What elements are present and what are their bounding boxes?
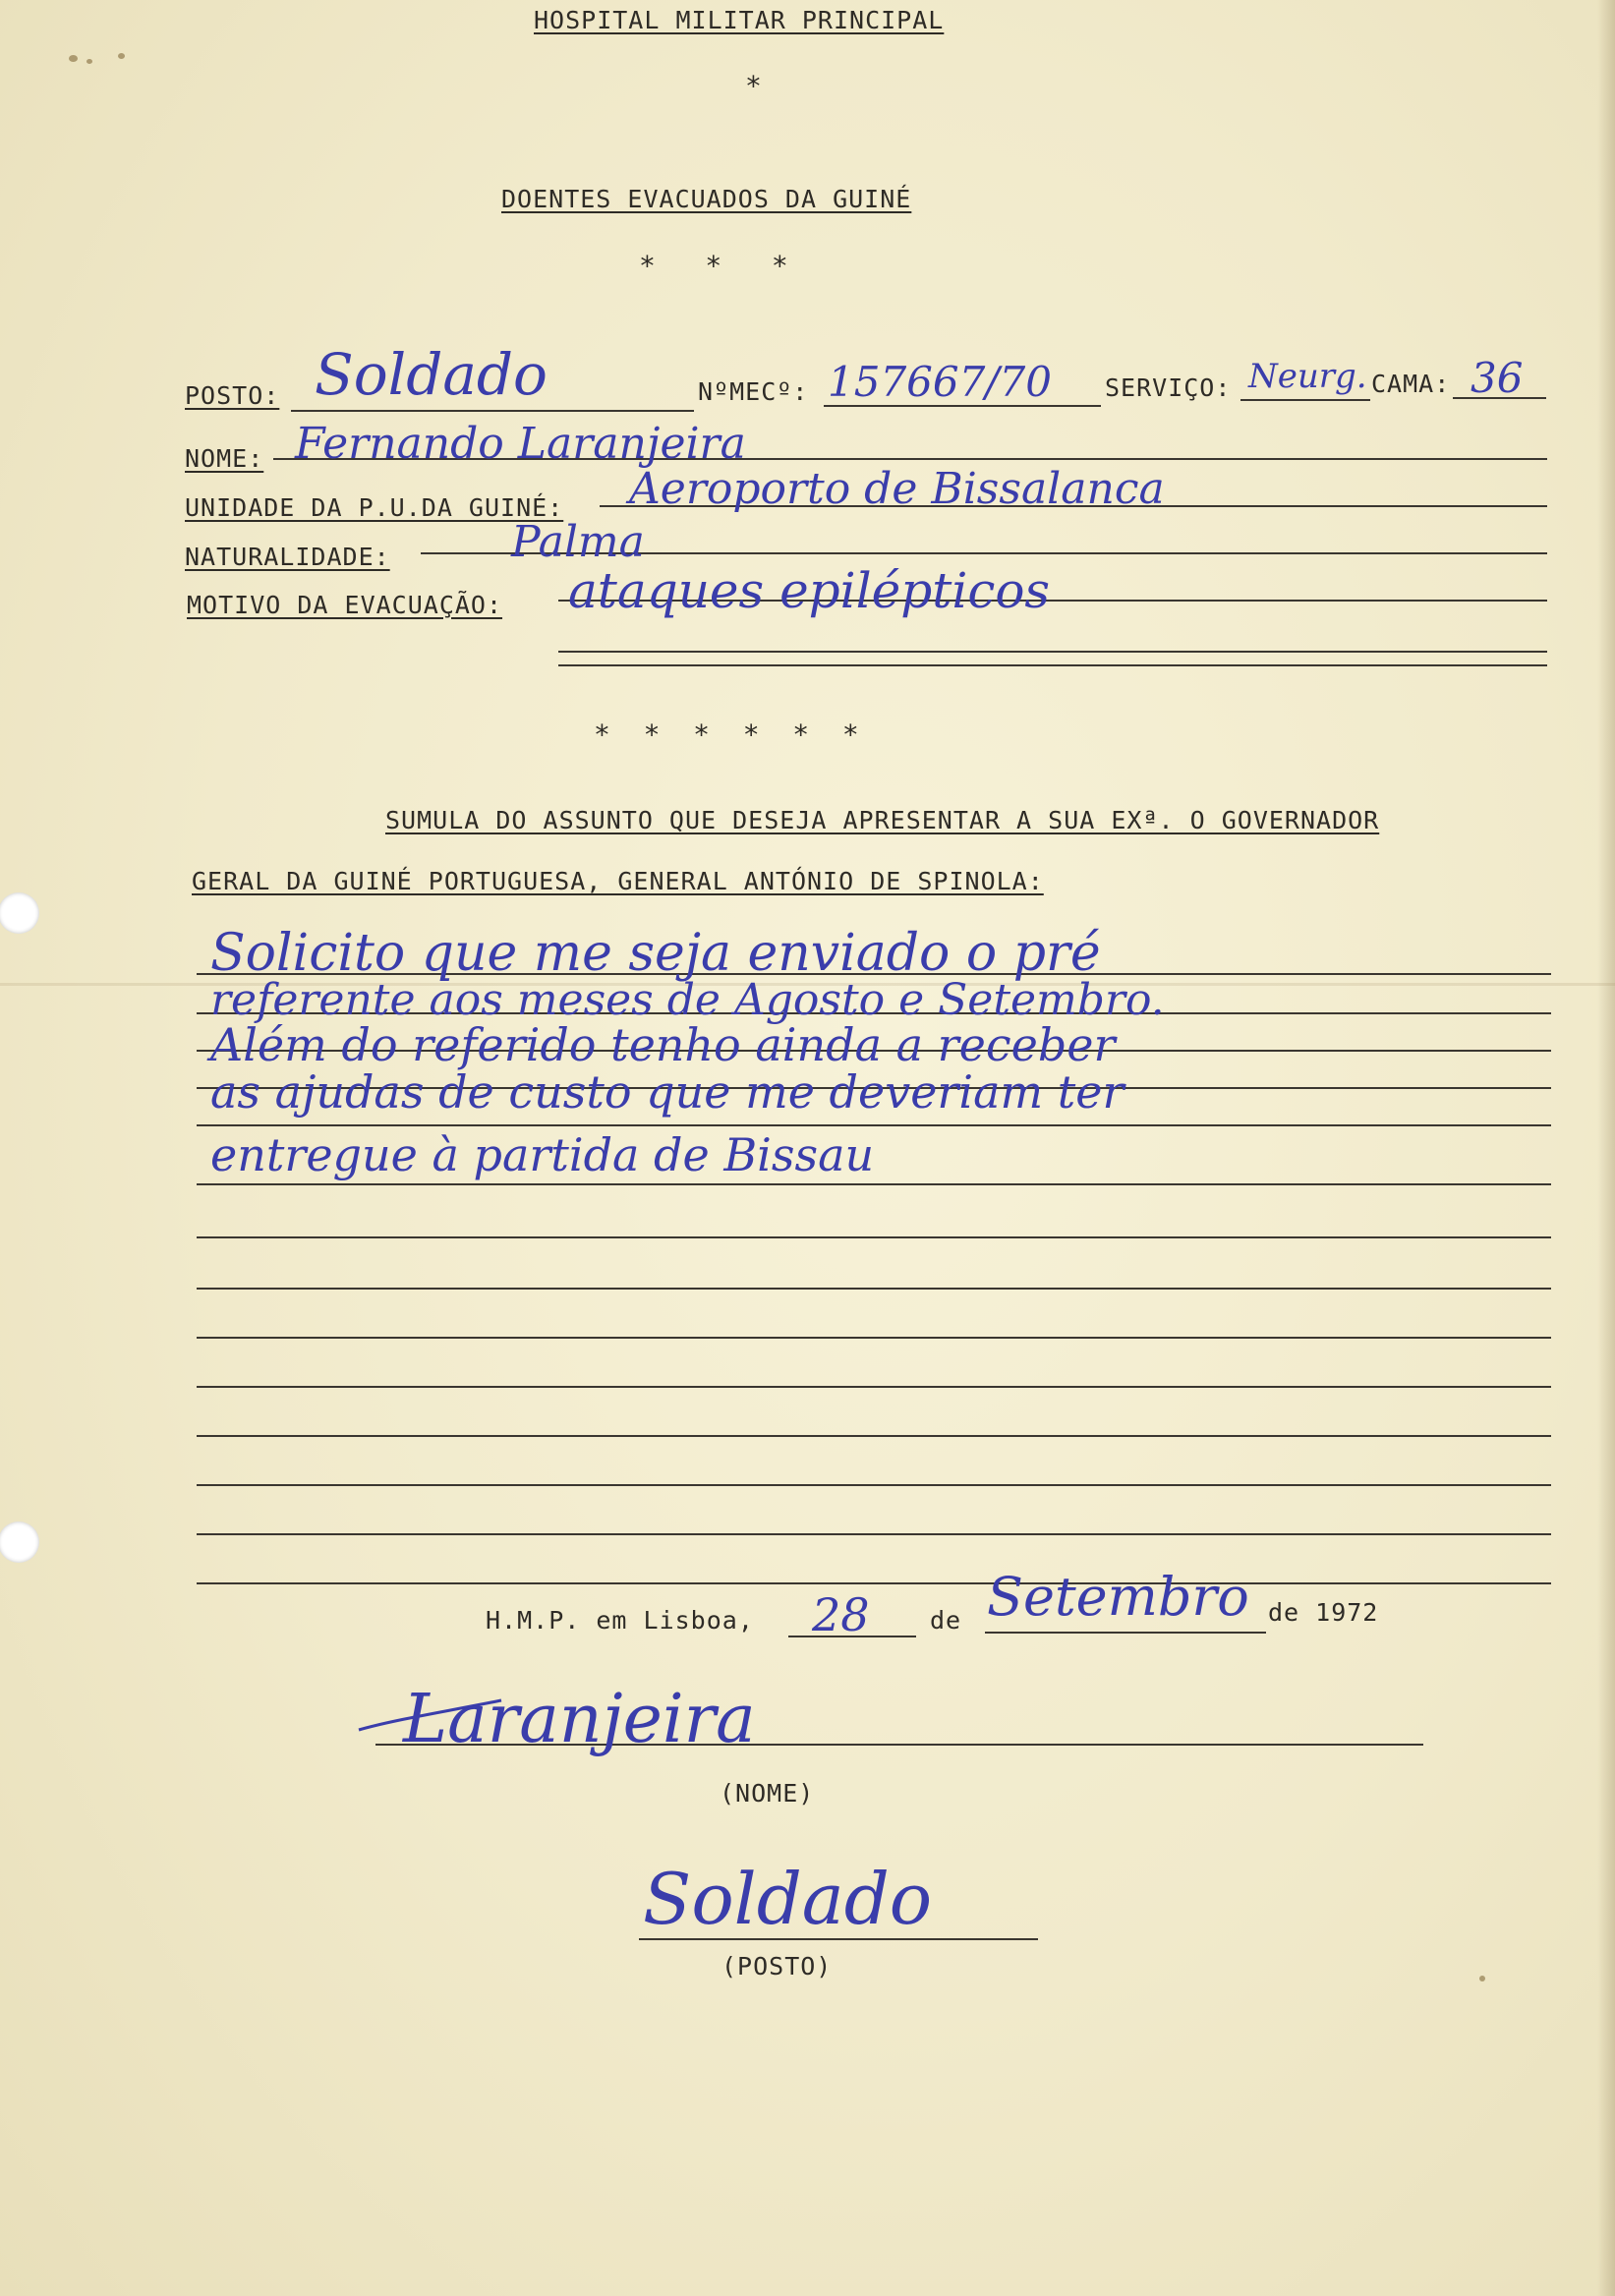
naturalidade-value: Palma <box>511 517 645 567</box>
summary-text-line: Solicito que me seja enviado o pré <box>210 924 1101 983</box>
header-star: * <box>745 70 762 102</box>
month-line <box>985 1632 1266 1634</box>
summary-heading-line2: GERAL DA GUINÉ PORTUGUESA, GENERAL ANTÓNIO DE SPINOLA: <box>192 867 1044 895</box>
summary-line <box>197 1533 1551 1535</box>
paper-stain <box>118 53 125 59</box>
day-value: 28 <box>812 1588 870 1641</box>
paper-stain <box>69 55 78 62</box>
nmec-label: NºMECº: <box>698 377 809 406</box>
summary-line <box>197 1386 1551 1388</box>
servico-value: Neurg. <box>1248 357 1367 396</box>
place-text: H.M.P. em Lisboa, <box>486 1606 754 1635</box>
summary-text-line: entregue à partida de Bissau <box>210 1128 875 1181</box>
motivo-line-3 <box>558 664 1547 666</box>
summary-line <box>197 1582 1551 1584</box>
summary-text-line: referente aos meses de Agosto e Setembro. <box>210 975 1165 1025</box>
motivo-label: MOTIVO DA EVACUAÇÃO: <box>187 591 503 619</box>
cama-value: 36 <box>1471 354 1524 402</box>
year-text: de 1972 <box>1268 1598 1379 1627</box>
summary-text-line: Além do referido tenho ainda a receber <box>210 1018 1116 1071</box>
servico-label: SERVIÇO: <box>1105 373 1232 402</box>
summary-heading-line1: SUMULA DO ASSUNTO QUE DESEJA APRESENTAR A SUA EXª. O GOVERNADOR <box>385 806 1380 834</box>
posto-sign-value: Soldado <box>643 1858 933 1940</box>
signature-flourish <box>354 1671 511 1759</box>
naturalidade-label: NATURALIDADE: <box>185 543 390 571</box>
nome-label: NOME: <box>185 444 264 473</box>
date-de: de <box>930 1606 962 1635</box>
summary-line <box>197 1337 1551 1339</box>
punch-hole-top <box>0 892 39 934</box>
punch-hole-bottom <box>0 1521 39 1563</box>
nmec-value: 157667/70 <box>828 358 1052 406</box>
motivo-value: ataques epilépticos <box>568 562 1051 619</box>
summary-line <box>197 1236 1551 1238</box>
unidade-label: UNIDADE DA P.U.DA GUINÉ: <box>185 493 564 522</box>
nome-value: Fernando Laranjeira <box>295 419 746 469</box>
summary-line <box>197 1435 1551 1437</box>
page-edge-shadow <box>1597 0 1615 2296</box>
form-subtitle: DOENTES EVACUADOS DA GUINÉ <box>501 185 912 213</box>
section-stars: * * * * * * <box>594 718 859 751</box>
cama-label: CAMA: <box>1371 370 1451 398</box>
month-value: Setembro <box>987 1566 1249 1628</box>
header-stars-triple: * * * <box>639 250 788 282</box>
posto-label: POSTO: <box>185 381 280 410</box>
posto-line <box>291 410 694 412</box>
summary-line <box>197 1183 1551 1185</box>
summary-line <box>197 1288 1551 1290</box>
posto-caption: (POSTO) <box>721 1952 833 1980</box>
paper-stain <box>87 59 92 64</box>
unidade-value: Aeroporto de Bissalanca <box>629 464 1165 514</box>
institution-title: HOSPITAL MILITAR PRINCIPAL <box>534 6 945 34</box>
summary-line <box>197 1124 1551 1126</box>
signature-value: Laranjeira <box>403 1681 756 1758</box>
summary-line <box>197 1484 1551 1486</box>
posto-value: Soldado <box>315 341 548 408</box>
servico-line <box>1240 399 1370 401</box>
paper-stain <box>1479 1976 1485 1981</box>
motivo-line-2 <box>558 651 1547 653</box>
nome-caption: (NOME) <box>720 1779 815 1808</box>
summary-text-line: as ajudas de custo que me deveriam ter <box>210 1065 1125 1119</box>
